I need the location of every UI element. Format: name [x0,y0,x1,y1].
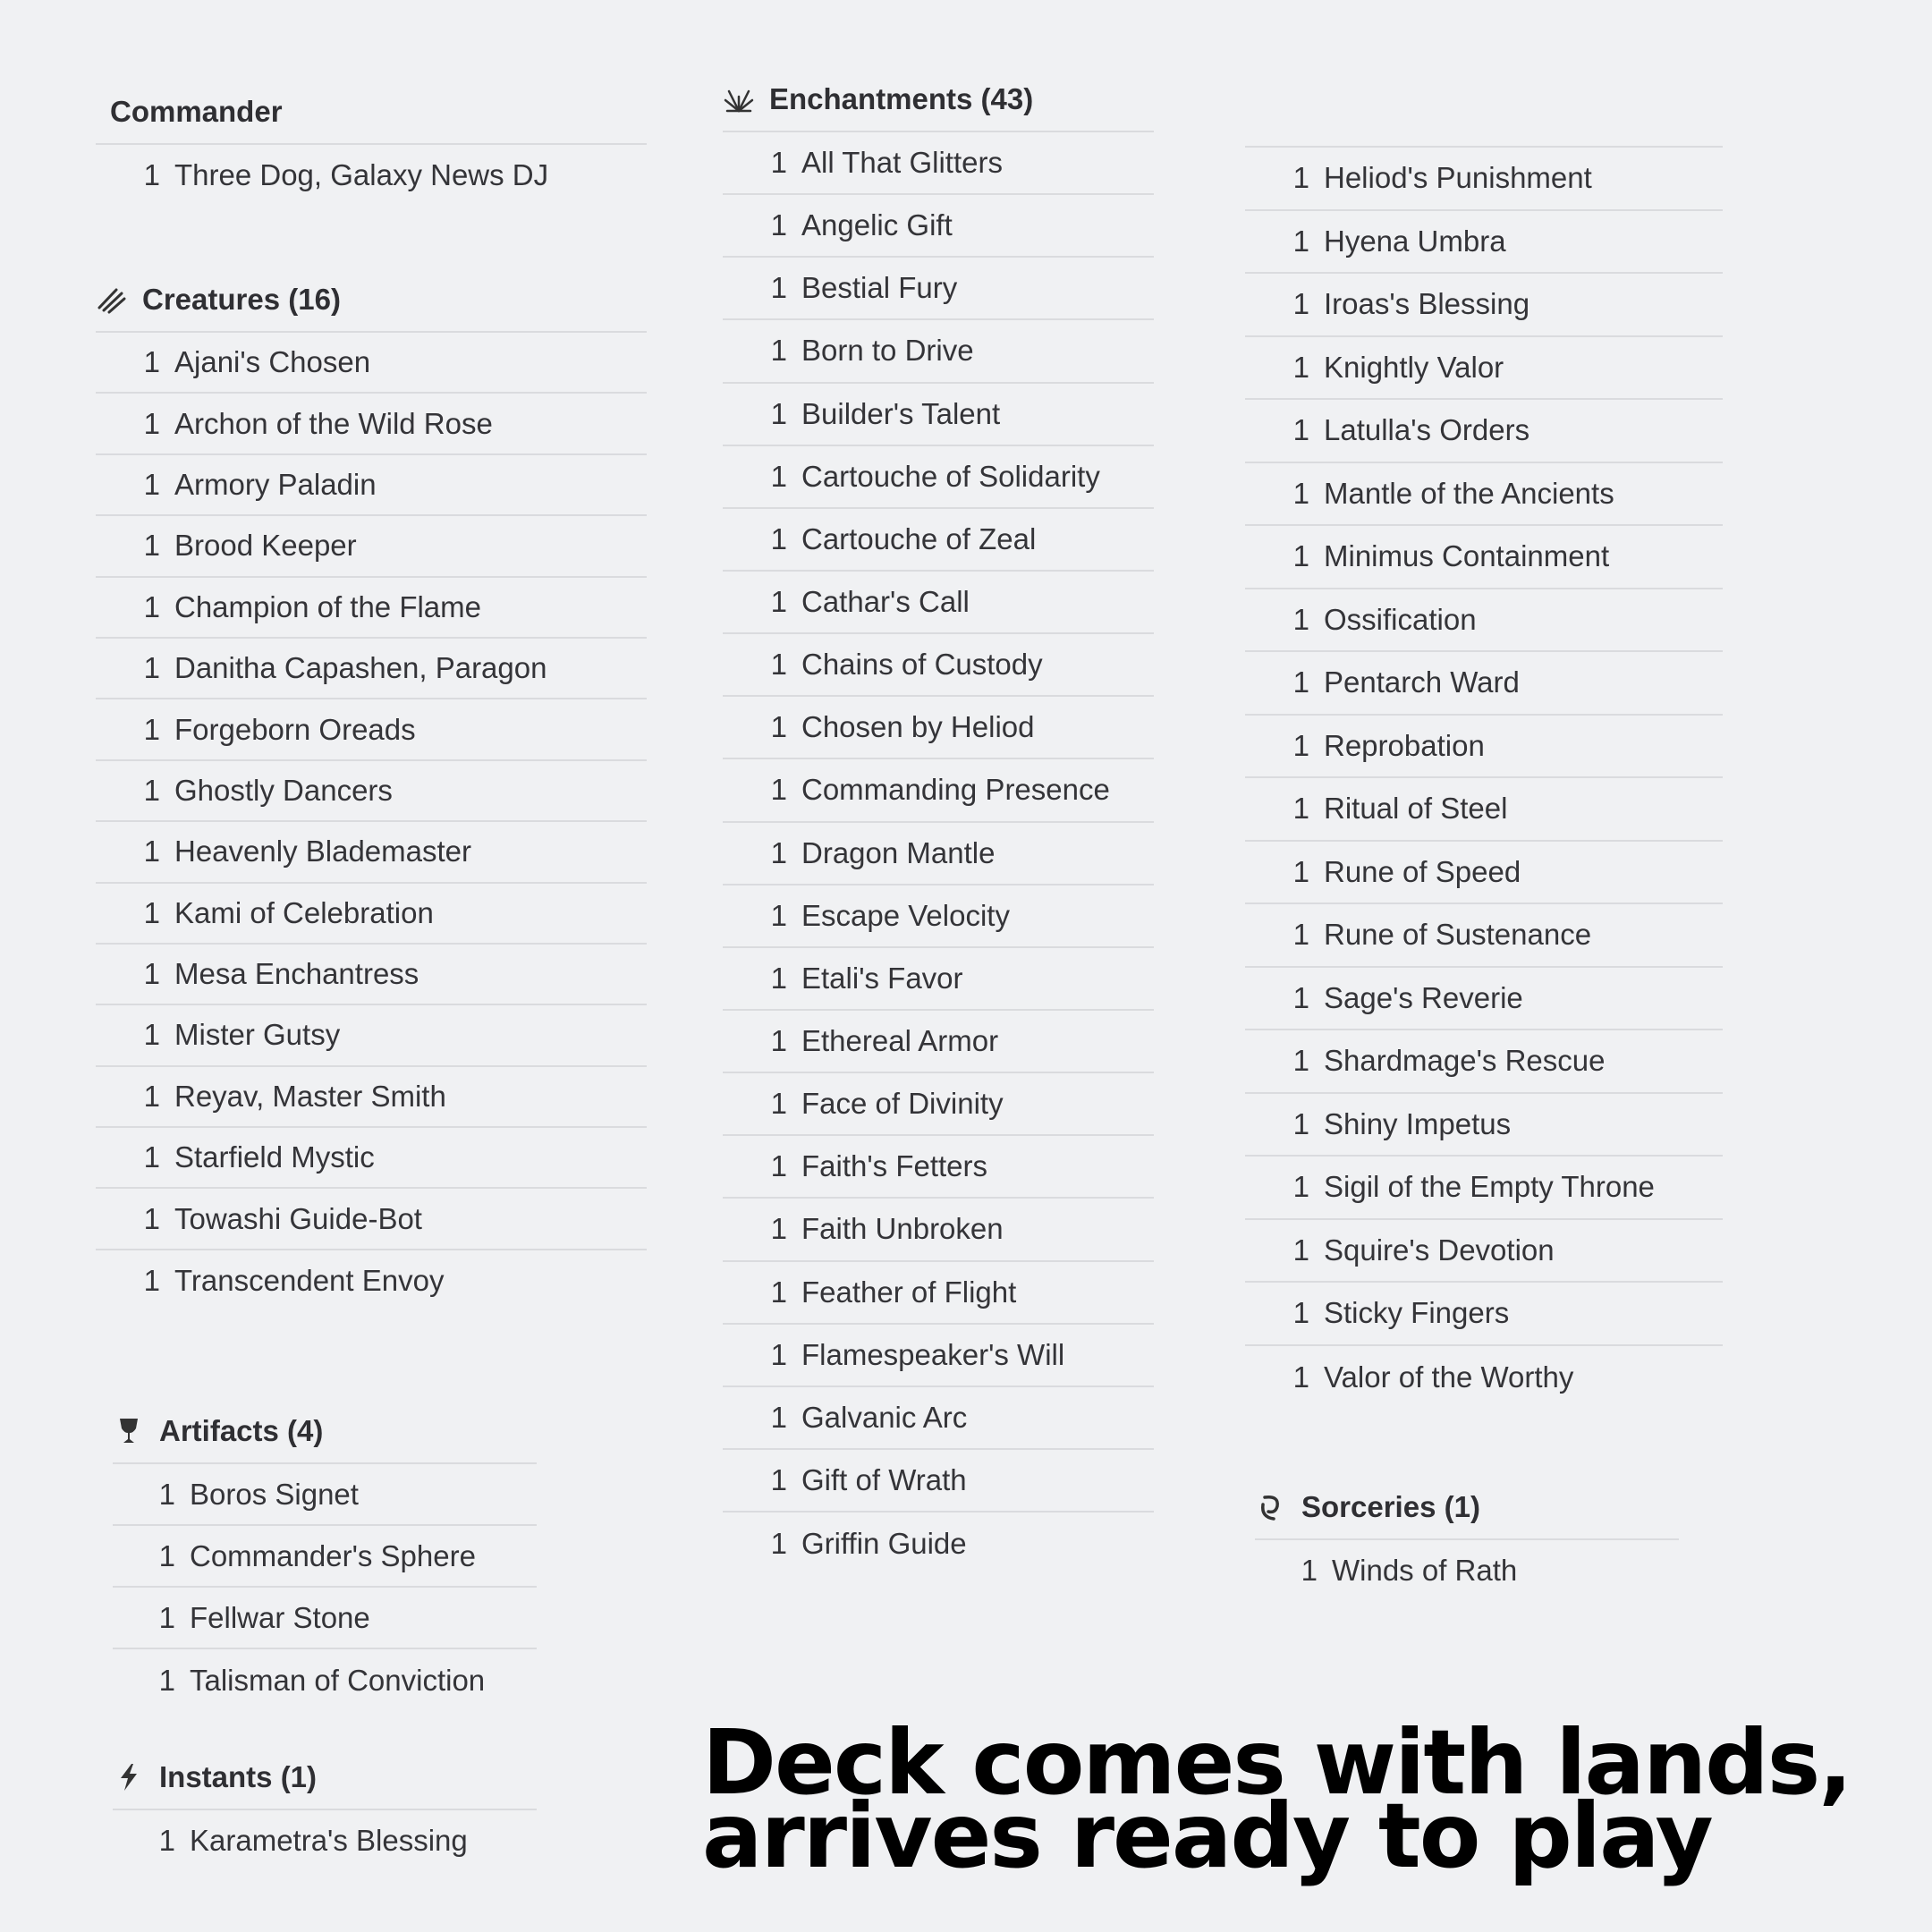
card-quantity: 1 [143,1018,160,1052]
card-name: Armory Paladin [174,467,377,501]
card-quantity: 1 [770,773,787,807]
card-quantity: 1 [143,1201,160,1235]
claw-marks-icon [96,284,128,316]
card-quantity: 1 [770,1400,787,1434]
card-name: Iroas's Blessing [1324,287,1530,321]
card-name: Face of Divinity [801,1087,1004,1121]
sun-burst-icon [723,83,755,115]
card-quantity: 1 [770,334,787,368]
card-quantity: 1 [1292,350,1309,384]
card-name: Commander's Sphere [190,1538,476,1572]
card-row [96,761,647,822]
creatures-section [96,268,647,1311]
card-quantity: 1 [770,1149,787,1183]
card-name: Talisman of Conviction [190,1663,486,1697]
card-row [723,886,1154,948]
card-name: Ethereal Armor [801,1024,999,1058]
card-quantity: 1 [770,961,787,995]
card-row [96,884,647,945]
card-quantity: 1 [143,651,160,685]
card-row [723,132,1154,195]
lightning-icon [113,1761,145,1793]
instants-section [113,1746,537,1871]
card-name: Rune of Sustenance [1324,918,1592,952]
card-name: Heliod's Punishment [1324,161,1592,195]
card-quantity: 1 [1292,1296,1309,1330]
card-quantity: 1 [770,459,787,493]
card-name: Sage's Reverie [1324,980,1523,1014]
card-row [723,634,1154,697]
card-row [723,697,1154,759]
card-name: Rune of Speed [1324,854,1521,888]
card-quantity: 1 [770,585,787,619]
enchantments-continued-section [1245,146,1723,1409]
card-row [96,455,647,516]
card-name: Kami of Celebration [174,895,434,929]
card-row [113,1649,537,1711]
card-row [723,446,1154,509]
card-row [1245,463,1723,527]
commander-title: Commander [110,95,283,128]
card-quantity: 1 [143,773,160,807]
card-quantity: 1 [770,521,787,555]
card-row [96,394,647,454]
card-name: Ajani's Chosen [174,345,371,379]
card-name: Griffin Guide [801,1527,967,1561]
instants-list [113,1810,537,1871]
card-quantity: 1 [770,835,787,869]
card-row [96,145,647,206]
card-quantity: 1 [143,957,160,991]
card-name: Hyena Umbra [1324,224,1506,258]
card-quantity: 1 [1292,287,1309,321]
card-name: Fellwar Stone [190,1600,370,1634]
card-name: Bestial Fury [801,271,958,305]
card-quantity: 1 [1292,1170,1309,1204]
card-name: Shiny Impetus [1324,1106,1512,1140]
card-quantity: 1 [770,1337,787,1371]
enchantments-list-2 [1245,148,1723,1409]
card-row [96,639,647,699]
card-row [723,1325,1154,1387]
card-row [96,1067,647,1128]
card-name: Transcendent Envoy [174,1264,445,1298]
card-name: Towashi Guide-Bot [174,1201,422,1235]
card-row [1245,778,1723,842]
card-quantity: 1 [143,1140,160,1174]
card-name: Mesa Enchantress [174,957,419,991]
card-name: Born to Drive [801,334,974,368]
card-quantity: 1 [143,467,160,501]
card-name: Commanding Presence [801,773,1110,807]
card-quantity: 1 [1292,476,1309,510]
card-name: Dragon Mantle [801,835,996,869]
card-quantity: 1 [770,1024,787,1058]
card-name: Pentarch Ward [1324,665,1520,699]
card-row [1245,842,1723,905]
card-quantity: 1 [770,1212,787,1246]
card-quantity: 1 [158,1663,175,1697]
card-quantity: 1 [143,589,160,623]
artifacts-list [113,1464,537,1711]
artifacts-section [113,1400,537,1711]
card-quantity: 1 [770,396,787,430]
card-quantity: 1 [770,1463,787,1497]
swirl-icon [1255,1491,1287,1523]
card-name: Ritual of Steel [1324,792,1508,826]
card-name: Archon of the Wild Rose [174,406,493,440]
card-name: Chosen by Heliod [801,710,1035,744]
card-name: Galvanic Arc [801,1400,968,1434]
creatures-header [96,268,647,333]
card-quantity: 1 [1292,1360,1309,1394]
card-row [723,1011,1154,1073]
card-quantity: 1 [1301,1554,1318,1588]
card-quantity: 1 [1292,161,1309,195]
card-quantity: 1 [143,158,160,192]
card-name: Gift of Wrath [801,1463,967,1497]
artifacts-title: Artifacts (4) [159,1414,324,1447]
card-row [113,1526,537,1588]
card-name: Minimus Containment [1324,539,1610,573]
card-name: Angelic Gift [801,208,953,242]
card-name: Three Dog, Galaxy News DJ [174,158,549,192]
card-row [96,1250,647,1311]
card-row [1245,968,1723,1031]
sorceries-list [1255,1540,1679,1601]
card-quantity: 1 [1292,602,1309,636]
card-row [96,516,647,577]
card-quantity: 1 [1292,539,1309,573]
commander-list [96,145,647,206]
card-quantity: 1 [770,146,787,180]
card-name: Chains of Custody [801,648,1043,682]
creatures-list [96,333,647,1311]
enchantments-list-1 [723,132,1154,1575]
card-row [1245,274,1723,337]
card-quantity: 1 [1292,854,1309,888]
creatures-title: Creatures (16) [142,283,341,316]
card-row [1245,526,1723,589]
card-row [1245,652,1723,716]
card-row [1245,1157,1723,1220]
card-quantity: 1 [143,895,160,929]
card-row [723,948,1154,1011]
card-name: Cartouche of Solidarity [801,459,1100,493]
card-row [113,1810,537,1871]
card-name: Faith's Fetters [801,1149,988,1183]
card-row [113,1464,537,1526]
card-name: Builder's Talent [801,396,1001,430]
instants-header [113,1746,537,1810]
card-row [96,578,647,639]
card-quantity: 1 [143,529,160,563]
card-row [96,1005,647,1066]
promo-banner [702,1710,1919,1888]
card-name: Escape Velocity [801,898,1010,932]
card-name: Reprobation [1324,728,1485,762]
card-row [96,1128,647,1189]
card-row [723,1387,1154,1450]
card-quantity: 1 [770,898,787,932]
card-quantity: 1 [143,1079,160,1113]
card-quantity: 1 [143,712,160,746]
card-row [96,1189,647,1250]
card-name: Flamespeaker's Will [801,1337,1065,1371]
card-name: Starfield Mystic [174,1140,375,1174]
card-row [723,823,1154,886]
card-row [96,333,647,394]
card-name: Winds of Rath [1332,1554,1518,1588]
card-row [96,822,647,883]
card-name: Boros Signet [190,1477,359,1511]
card-row [96,699,647,760]
card-name: Sigil of the Empty Throne [1324,1170,1655,1204]
card-quantity: 1 [158,1600,175,1634]
card-row [1245,1030,1723,1094]
card-quantity: 1 [143,406,160,440]
card-name: Karametra's Blessing [190,1824,468,1858]
card-name: Reyav, Master Smith [174,1079,446,1113]
card-row [723,1136,1154,1199]
card-quantity: 1 [1292,665,1309,699]
card-row [1245,400,1723,463]
card-name: Brood Keeper [174,529,357,563]
card-row [1245,1346,1723,1410]
card-row [1245,589,1723,653]
card-quantity: 1 [1292,792,1309,826]
card-row [1245,1283,1723,1346]
card-quantity: 1 [1292,980,1309,1014]
card-row [723,1450,1154,1513]
card-name: Champion of the Flame [174,589,482,623]
instants-title: Instants (1) [159,1760,318,1793]
sorceries-title: Sorceries (1) [1301,1490,1480,1523]
artifacts-header [113,1400,537,1464]
card-name: Latulla's Orders [1324,413,1530,447]
card-row [1245,1220,1723,1284]
card-name: Squire's Devotion [1324,1233,1555,1267]
card-row [723,195,1154,258]
card-row [723,572,1154,634]
card-name: Faith Unbroken [801,1212,1004,1246]
card-quantity: 1 [1292,224,1309,258]
card-quantity: 1 [143,1264,160,1298]
card-row [723,1073,1154,1136]
banner-line-1: Deck comes with lands, [702,1710,1852,1815]
card-row [1245,211,1723,275]
card-name: Heavenly Blademaster [174,835,471,869]
card-row [1245,148,1723,211]
card-quantity: 1 [770,271,787,305]
card-name: Etali's Favor [801,961,963,995]
card-name: All That Glitters [801,146,1003,180]
card-row [1245,716,1723,779]
card-row [96,945,647,1005]
card-name: Danitha Capashen, Paragon [174,651,547,685]
card-quantity: 1 [770,208,787,242]
enchantments-header [723,68,1154,132]
card-quantity: 1 [1292,918,1309,952]
card-quantity: 1 [1292,728,1309,762]
card-name: Mister Gutsy [174,1018,341,1052]
card-name: Forgeborn Oreads [174,712,416,746]
card-quantity: 1 [770,1275,787,1309]
card-quantity: 1 [158,1824,175,1858]
card-quantity: 1 [143,835,160,869]
card-name: Shardmage's Rescue [1324,1044,1606,1078]
card-row [723,1199,1154,1261]
commander-section [96,80,647,206]
card-quantity: 1 [770,1527,787,1561]
commander-header [96,80,647,145]
card-quantity: 1 [770,1087,787,1121]
card-quantity: 1 [158,1477,175,1511]
card-name: Cartouche of Zeal [801,521,1037,555]
sorceries-header [1255,1476,1679,1540]
card-row [1245,1094,1723,1157]
card-row [1255,1540,1679,1601]
card-name: Ossification [1324,602,1477,636]
card-row [723,1262,1154,1325]
sorceries-section [1255,1476,1679,1601]
card-name: Sticky Fingers [1324,1296,1510,1330]
card-quantity: 1 [770,710,787,744]
card-row [723,258,1154,320]
card-quantity: 1 [1292,413,1309,447]
card-row [1245,904,1723,968]
enchantments-section [723,68,1154,1575]
card-quantity: 1 [770,648,787,682]
card-row [1245,337,1723,401]
card-row [723,509,1154,572]
card-quantity: 1 [1292,1044,1309,1078]
banner-line-2: arrives ready to play [702,1784,1712,1888]
card-quantity: 1 [143,345,160,379]
card-row [723,1513,1154,1575]
card-row [723,320,1154,383]
card-quantity: 1 [1292,1106,1309,1140]
card-name: Ghostly Dancers [174,773,393,807]
card-name: Valor of the Worthy [1324,1360,1574,1394]
card-row [723,759,1154,822]
card-name: Cathar's Call [801,585,970,619]
chalice-icon [113,1415,145,1447]
card-row [113,1588,537,1649]
card-name: Mantle of the Ancients [1324,476,1614,510]
card-name: Knightly Valor [1324,350,1504,384]
enchantments-title: Enchantments (43) [769,82,1034,115]
card-quantity: 1 [1292,1233,1309,1267]
card-row [723,384,1154,446]
card-quantity: 1 [158,1538,175,1572]
card-name: Feather of Flight [801,1275,1017,1309]
